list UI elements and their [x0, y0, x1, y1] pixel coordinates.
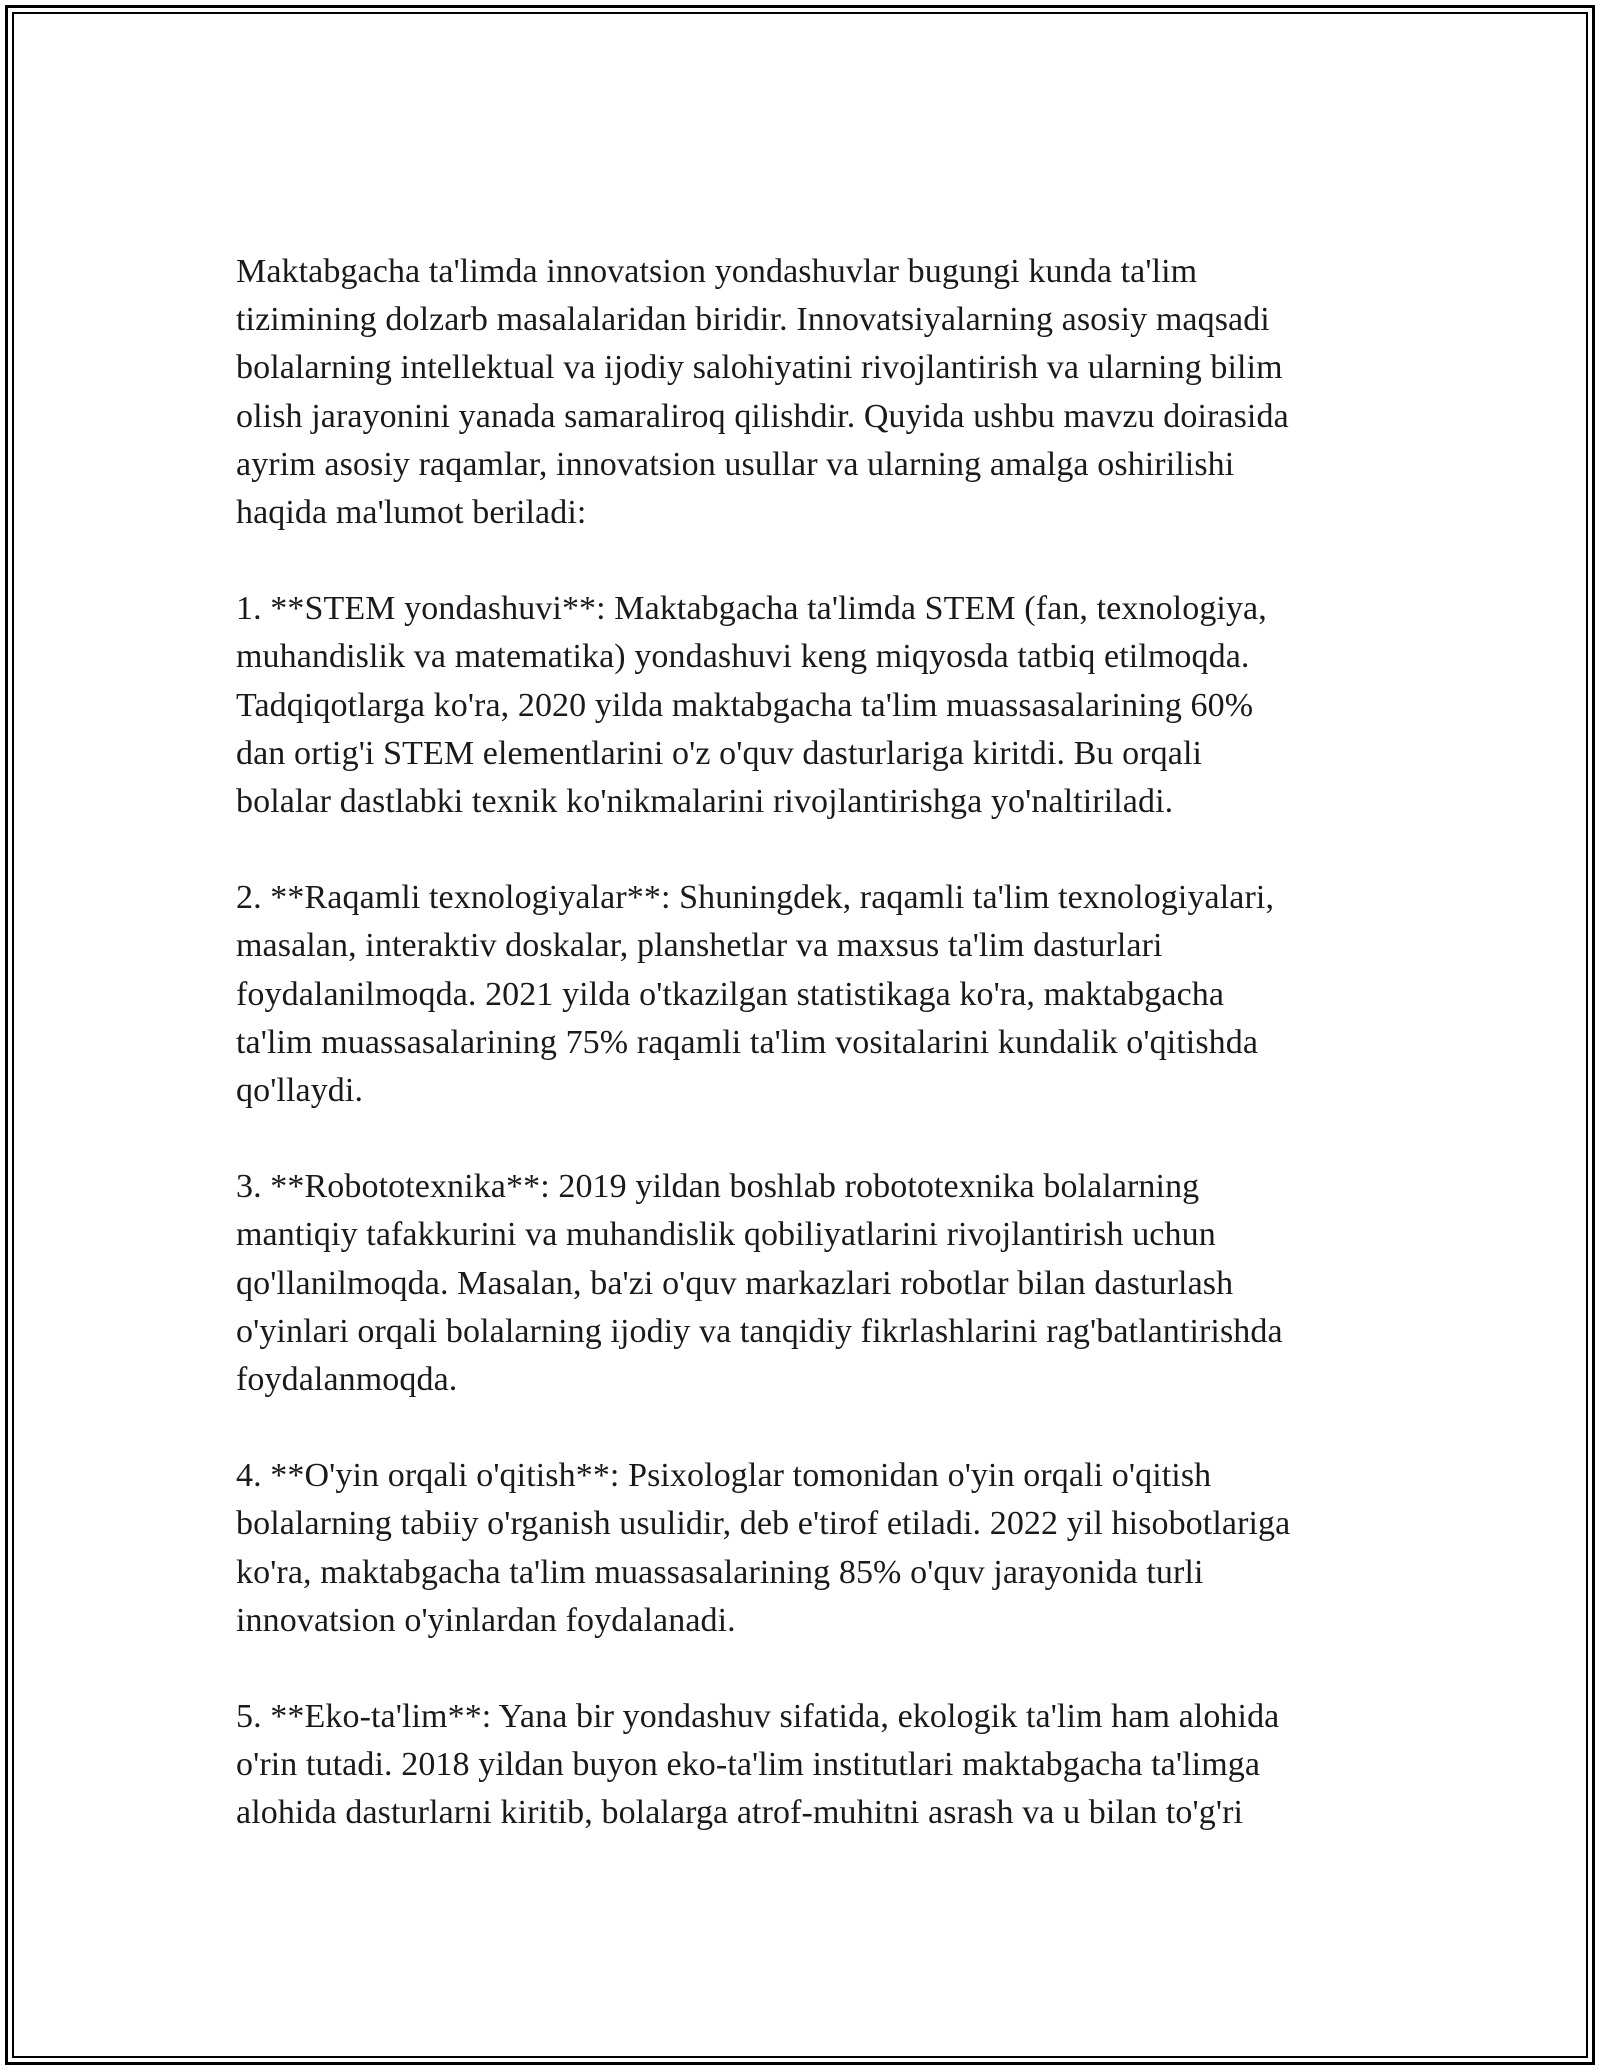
text-line: 5. **Eko-ta'lim**: Yana bir yondashuv sifatida, ekologik ta'lim ham alohida [236, 1698, 1280, 1736]
text-line: bolalarning intellektual va ijodiy salohiyatini rivojlantirish va ularning bilim [236, 349, 1283, 387]
text-line: mantiqiy tafakkurini va muhandislik qobiliyatlarini rivojlantirish uchun [236, 1216, 1216, 1254]
text-line: o'yinlari orqali bolalarning ijodiy va tanqidiy fikrlashlarini rag'batlantirishda [236, 1312, 1283, 1350]
text-line: foydalanilmoqda. 2021 yilda o'tkazilgan statistikaga ko'ra, maktabgacha [236, 975, 1225, 1013]
text-line: tizimining dolzarb masalalaridan biridir. Innovatsiyalarning asosiy maqsadi [236, 301, 1270, 339]
text-line: olish jarayonini yanada samaraliroq qilishdir. Quyida ushbu mavzu doirasida [236, 397, 1289, 435]
stem-paragraph [236, 585, 1396, 826]
text-line: ta'lim muassasalarining 75% raqamli ta'lim vositalarini kundalik o'qitishda [236, 1023, 1259, 1061]
text-line: ko'ra, maktabgacha ta'lim muassasalarining 85% o'quv jarayonida turli [236, 1553, 1204, 1591]
text-line: foydalanmoqda. [236, 1361, 458, 1399]
text-line: alohida dasturlarni kiritib, bolalarga atrof-muhitni asrash va u bilan to'g'ri [236, 1794, 1244, 1832]
text-line: haqida ma'lumot beriladi: [236, 494, 587, 532]
text-line: bolalarning tabiiy o'rganish usulidir, deb e'tirof etiladi. 2022 yil hisobotlariga [236, 1505, 1291, 1543]
digital-tech-paragraph [236, 874, 1396, 1115]
document-body [236, 248, 1396, 1838]
text-line: 2. **Raqamli texnologiyalar**: Shuningdek, raqamli ta'lim texnologiyalari, [236, 879, 1275, 917]
text-line: o'rin tutadi. 2018 yildan buyon eko-ta'lim institutlari maktabgacha ta'limga [236, 1746, 1261, 1784]
text-line: muhandislik va matematika) yondashuvi keng miqyosda tatbiq etilmoqda. [236, 638, 1250, 676]
eco-education-paragraph [236, 1693, 1396, 1838]
text-line: innovatsion o'yinlardan foydalanadi. [236, 1601, 736, 1639]
robotics-paragraph [236, 1163, 1396, 1404]
text-line: dan ortig'i STEM elementlarini o'z o'quv dasturlariga kiritdi. Bu orqali [236, 734, 1203, 772]
text-line: ayrim asosiy raqamlar, innovatsion usullar va ularning amalga oshirilishi [236, 445, 1235, 483]
text-line: qo'llaydi. [236, 1072, 364, 1110]
text-line: masalan, interaktiv doskalar, planshetlar va maxsus ta'lim dasturlari [236, 927, 1163, 965]
text-line: qo'llanilmoqda. Masalan, ba'zi o'quv markazlari robotlar bilan dasturlash [236, 1264, 1234, 1302]
text-line: 4. **O'yin orqali o'qitish**: Psixologlar tomonidan o'yin orqali o'qitish [236, 1457, 1212, 1495]
play-learning-paragraph [236, 1452, 1396, 1645]
text-line: 1. **STEM yondashuvi**: Maktabgacha ta'limda STEM (fan, texnologiya, [236, 590, 1267, 628]
text-line: Tadqiqotlarga ko'ra, 2020 yilda maktabgacha ta'lim muassasalarining 60% [236, 686, 1254, 724]
text-line: bolalar dastlabki texnik ko'nikmalarini rivojlantirishga yo'naltiriladi. [236, 783, 1174, 821]
intro-paragraph [236, 248, 1396, 537]
text-line: 3. **Robototexnika**: 2019 yildan boshlab robototexnika bolalarning [236, 1168, 1200, 1206]
text-line: Maktabgacha ta'limda innovatsion yondashuvlar bugungi kunda ta'lim [236, 253, 1198, 290]
